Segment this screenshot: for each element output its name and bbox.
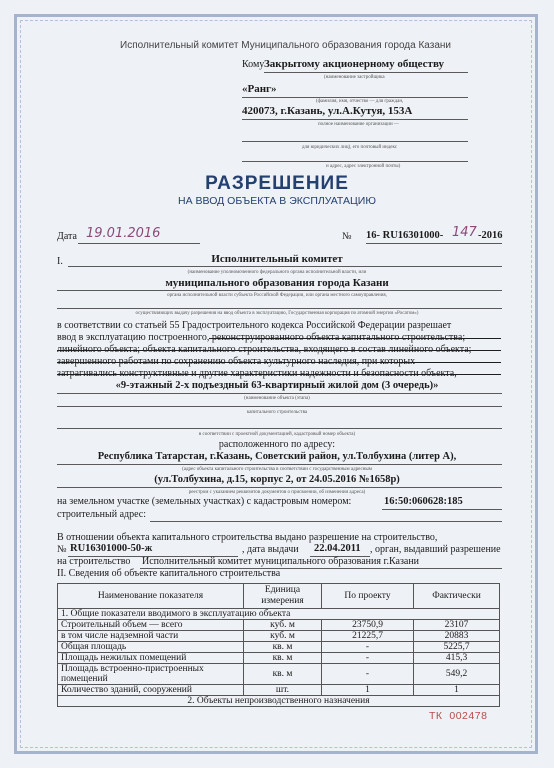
located-label: расположенного по адресу:	[218, 439, 336, 450]
permit-number-suffix: -2016	[478, 230, 503, 241]
date-label: Дата	[57, 231, 77, 242]
row-actual: 5225,7	[414, 642, 500, 653]
permit-org-prefix: на строительство	[57, 556, 131, 567]
row-unit: кв. м	[244, 664, 322, 685]
body-line-1: в соответствии со статьей 55 Градостроительного кодекса Российской Федерации разрешает	[57, 320, 452, 331]
row-unit: шт.	[244, 685, 322, 696]
permit-org-label: , орган, выдавший разрешение	[370, 544, 501, 555]
row-project: -	[322, 642, 414, 653]
row-project: -	[322, 653, 414, 664]
table-row	[58, 631, 500, 642]
build-address-label: строительный адрес:	[57, 509, 146, 520]
table-row	[58, 620, 500, 631]
section-2-heading: II. Сведения об объекте капитального строительства	[57, 568, 281, 579]
authority-note-1: (наименование уполномоченного федерального органа исполнительной власти, или	[187, 270, 367, 275]
body-line-3: линейного объекта; объекта капитального строительства, входящего в состав линейного объекта;	[57, 344, 472, 355]
row-label: Площадь встроенно-пристроенных помещений	[58, 664, 244, 685]
header-project: По проекту	[322, 584, 414, 609]
header-indicator: Наименование показателя	[58, 584, 244, 609]
header-unit: Единица измерения	[244, 584, 322, 609]
row-unit: куб. м	[244, 631, 322, 642]
cadastral-number: 16:50:060628:185	[384, 496, 463, 507]
row-actual: 415,3	[414, 653, 500, 664]
table-group-2: 2. Объекты непроизводственного назначения	[58, 696, 500, 707]
row-actual: 23107	[414, 620, 500, 631]
land-label: на земельном участке (земельных участках) с кадастровым номером:	[57, 496, 352, 507]
object-note-2: капитального строительства	[246, 410, 308, 415]
table-group-1: 1. Общие показатели вводимого в эксплуатацию объекта	[58, 609, 500, 620]
row-label: Площадь нежилых помещений	[58, 653, 244, 664]
permit-date-label: , дата выдачи	[242, 544, 299, 555]
table-row	[58, 642, 500, 653]
permit-number-handwritten: 147	[452, 225, 477, 240]
addressee-note-3: полное наименование организации —	[318, 122, 399, 127]
object-address-2: (ул.Толбухина, д.15, корпус 2, от 24.05.2016 №1658р)	[154, 474, 400, 485]
addressee-note-4: для юридических лиц), его почтовый индекс	[302, 145, 398, 150]
row-unit: куб. м	[244, 620, 322, 631]
row-actual: 1	[414, 685, 500, 696]
object-address: Республика Татарстан, г.Казань, Советский район, ул.Толбухина (литер А),	[97, 451, 457, 462]
object-name: «9-этажный 2-х подъездный 63-квартирный жилой дом (3 очередь)»	[115, 380, 439, 391]
authority-line-2: муниципального образования города Казани	[165, 277, 389, 289]
addressee-note-2: (фамилия, имя, отчество — для граждан,	[316, 99, 404, 104]
address-note-1: (адрес объекта капитального строительства в соответствии с государственным адресным	[182, 467, 372, 472]
object-note-1: (наименование объекта (этапа)	[244, 396, 310, 401]
row-label: Количество зданий, сооружений	[58, 685, 244, 696]
addressee-address: 420073, г.Казань, ул.А.Кутуя, 153А	[242, 105, 413, 117]
body-line-2: ввод в эксплуатацию построенного, реконструированного объекта капитального строительства;	[57, 332, 466, 343]
permit-line-1: В отношении объекта капитального строительства выдано разрешение на строительство,	[57, 532, 438, 543]
permit-number-prefix: 16- RU16301000-	[366, 230, 444, 241]
permit-date: 22.04.2011	[314, 543, 361, 554]
body-line-4: завершенного работами по сохранению объекта культурного наследия, при которых	[57, 356, 416, 367]
addressee-name-2: «Ранг»	[242, 83, 277, 95]
number-sign: №	[342, 231, 352, 242]
addressee-name-1: Закрытому акционерному обществу	[264, 58, 445, 70]
table-row	[58, 664, 500, 685]
row-label: Общая площадь	[58, 642, 244, 653]
row-project: 23750,9	[322, 620, 414, 631]
row-label: Строительный объем — всего	[58, 620, 244, 631]
row-actual: 20883	[414, 631, 500, 642]
object-info-table	[57, 583, 500, 707]
addressee-note-5: и адрес, адрес электронной почты)	[326, 164, 401, 169]
authority-line-1: Исполнительный комитет	[211, 253, 343, 265]
addressee-note-1: (наименование застройщика	[324, 75, 385, 80]
serial-number: ТК 002478	[429, 710, 488, 722]
document-title: РАЗРЕШЕНИЕ	[205, 173, 349, 194]
permit-org: Исполнительный комитет муниципального образования г.Казани	[142, 556, 420, 567]
body-line-5: затрагивались конструктивные и другие характеристики надежности и безопасности объекта,	[57, 368, 457, 379]
komu-label: Кому	[242, 59, 265, 70]
authority-note-2: органа исполнительной власти субъекта Российской Федерации, или органа местного самоуправления,	[167, 293, 387, 298]
document-subtitle: НА ВВОД ОБЪЕКТА В ЭКСПЛУАТАЦИЮ	[178, 195, 376, 207]
object-note-3: в соответствии с проектной документацией, кадастровый номер объекта)	[198, 432, 356, 437]
table-row	[58, 653, 500, 664]
header-actual: Фактически	[414, 584, 500, 609]
permit-no-label: №	[57, 544, 67, 555]
authority-note-3: осуществляющих выдачу разрешения на ввод объекта в эксплуатацию, Государственная корпорация по атомной энергии «Росатом»)	[135, 311, 419, 316]
permit-no: RU16301000-50-ж	[70, 543, 153, 554]
table-row	[58, 685, 500, 696]
letterhead: Исполнительный комитет Муниципального образования города Казани	[120, 40, 452, 51]
section-1-marker: I.	[57, 256, 63, 267]
row-unit: кв. м	[244, 642, 322, 653]
row-project: 1	[322, 685, 414, 696]
row-actual: 549,2	[414, 664, 500, 685]
row-project: 21225,7	[322, 631, 414, 642]
row-unit: кв. м	[244, 653, 322, 664]
row-project: -	[322, 664, 414, 685]
row-label: в том числе надземной части	[58, 631, 244, 642]
date-value: 19.01.2016	[86, 226, 161, 241]
address-note-2: реестром с указанием реквизитов документов о присвоении, об изменении адреса)	[188, 490, 366, 495]
